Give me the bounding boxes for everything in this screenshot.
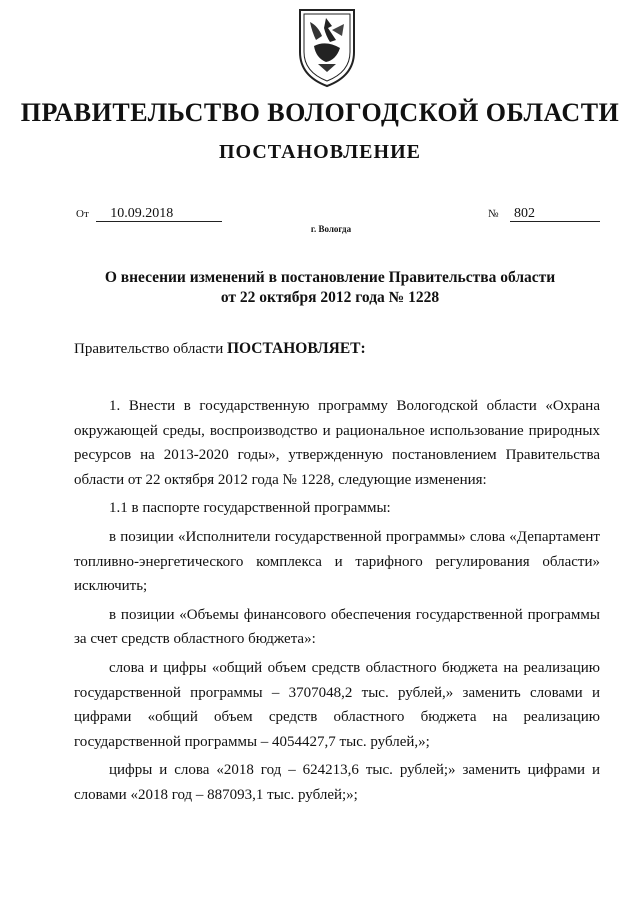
decree-line bbox=[74, 340, 366, 358]
date-label: От bbox=[76, 208, 89, 220]
date-value: 10.09.2018 bbox=[96, 206, 222, 222]
decree-prefix: Правительство области bbox=[74, 341, 224, 357]
number-value: 802 bbox=[510, 206, 600, 222]
subject-line-2: от 22 октября 2012 года № 1228 bbox=[220, 289, 440, 306]
paragraph: 1. Внести в государственную программу Вологодской области «Охрана окружающей среды, воспроизводство и рациональное использование природных ресурсов на 2013-2020 годы», утвержденную постановлением Правительства области от 22 октября 2012 года № 1228, следующие изменения: bbox=[74, 398, 600, 488]
document-type: ПОСТАНОВЛЕНИЕ bbox=[219, 141, 421, 163]
city: г. Вологда bbox=[310, 224, 352, 234]
paragraph: 1.1 в паспорте государственной программы: bbox=[109, 500, 391, 517]
subject-line-1: О внесении изменений в постановление Правительства области bbox=[104, 269, 556, 286]
number-label: № bbox=[488, 208, 499, 220]
date-field bbox=[76, 206, 222, 222]
paragraph: цифры и слова «2018 год – 624213,6 тыс. рублей;» заменить цифрами и словами «2018 год – 887093,1 тыс. рублей;»; bbox=[74, 762, 600, 803]
number-field bbox=[488, 206, 600, 222]
coat-of-arms-emblem bbox=[296, 6, 358, 90]
decree-verb: ПОСТАНОВЛЯЕТ: bbox=[226, 340, 366, 357]
paragraph: в позиции «Объемы финансового обеспечения государственной программы за счет средств областного бюджета»: bbox=[74, 606, 600, 648]
paragraph: в позиции «Исполнители государственной программы» слова «Департамент топливно-энергетического комплекса и тарифного регулирования области» исключить; bbox=[74, 528, 600, 595]
government-title: ПРАВИТЕЛЬСТВО ВОЛОГОДСКОЙ ОБЛАСТИ bbox=[20, 98, 620, 127]
paragraph: слова и цифры «общий объем средств областного бюджета на реализацию государственной программы – 3707048,2 тыс. рублей,» заменить словами и цифрами «общий объем средств областного бюджета на реализацию государственной программы – 4054427,7 тыс. рублей,»; bbox=[74, 659, 600, 750]
document-body bbox=[74, 394, 600, 812]
document-subject bbox=[80, 268, 580, 308]
